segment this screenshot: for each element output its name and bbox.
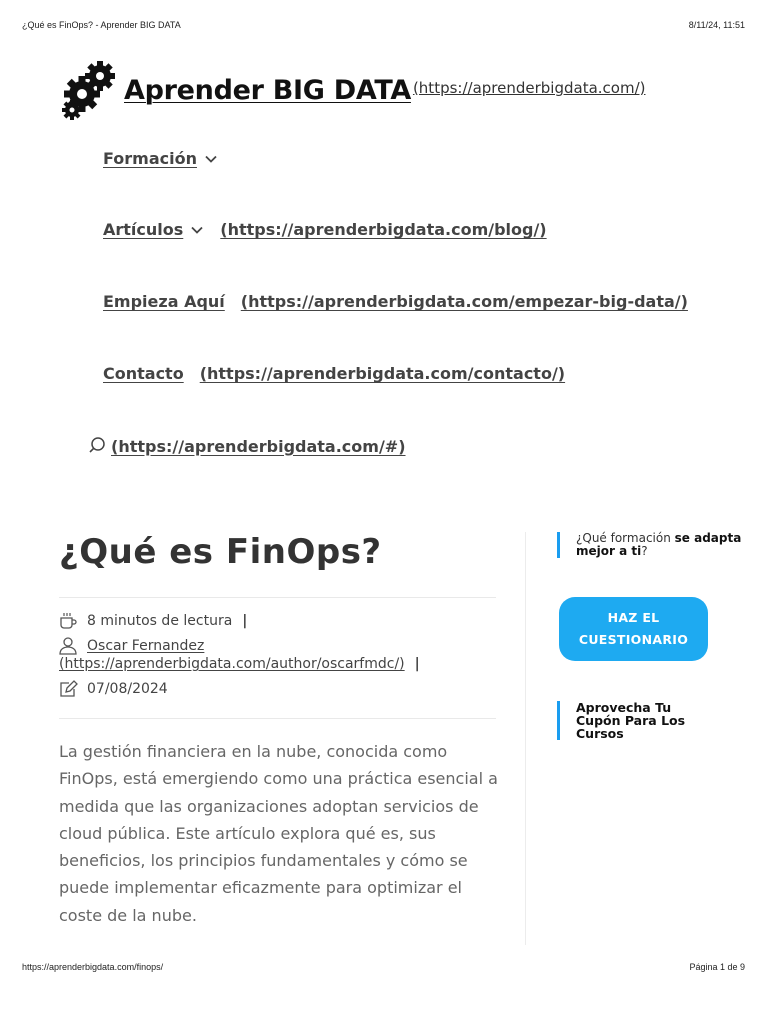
divider	[59, 597, 496, 598]
logo-url[interactable]: (https://aprenderbigdata.com/)	[412, 79, 646, 97]
chevron-down-icon[interactable]	[190, 223, 204, 237]
nav-contacto-label[interactable]: Contacto	[103, 364, 184, 383]
publish-date-text: 07/08/2024	[87, 681, 168, 697]
search-icon[interactable]	[89, 436, 109, 456]
search-url[interactable]: (https://aprenderbigdata.com/#)	[111, 436, 406, 456]
gears-icon	[60, 60, 122, 120]
article-title: ¿Qué es FinOps?	[59, 532, 382, 572]
nav-articulos-url[interactable]: (https://aprenderbigdata.com/blog/)	[220, 220, 547, 239]
nav-item-contacto[interactable]	[103, 364, 565, 383]
nav-formacion-label[interactable]: Formación	[103, 149, 197, 168]
nav-search[interactable]	[89, 436, 406, 456]
meta-separator: |	[242, 613, 248, 629]
author-name[interactable]: Oscar Fernandez	[87, 638, 205, 654]
print-title: ¿Qué es FinOps? - Aprender BIG DATA	[22, 20, 181, 30]
reading-time	[59, 612, 247, 630]
author-row[interactable]	[59, 637, 204, 655]
article-intro: La gestión financiera en la nube, conocida como FinOps, está emergiendo como una práctica esencial a medida que las organizaciones adoptan servicios de cloud pública. Este artículo explora qué es, sus beneficios, los principios fundamentales y cómo se puede implementar eficazmente para optimizar el coste de la nube.	[59, 742, 498, 925]
question-bold: se adapta mejor a ti	[576, 531, 742, 558]
nav-item-formacion[interactable]	[103, 149, 218, 168]
nav-empieza-label[interactable]: Empieza Aquí	[103, 292, 225, 311]
print-header	[22, 20, 745, 30]
print-datetime: 8/11/24, 11:51	[688, 20, 745, 30]
logo-text: Aprender BIG DATA	[124, 74, 411, 106]
divider	[59, 718, 496, 719]
coffee-cup-icon	[59, 612, 79, 630]
reading-time-text: 8 minutos de lectura	[87, 613, 233, 629]
author-url-row[interactable]	[59, 656, 420, 672]
meta-separator: |	[414, 656, 420, 672]
publish-date	[59, 680, 168, 698]
site-logo[interactable]	[60, 60, 645, 120]
nav-item-empieza[interactable]	[103, 292, 688, 311]
quiz-button[interactable]: HAZ EL CUESTIONARIO	[559, 597, 708, 661]
nav-item-articulos[interactable]	[103, 220, 547, 239]
nav-contacto-url[interactable]: (https://aprenderbigdata.com/contacto/)	[199, 364, 566, 383]
page-number: Página 1 de 9	[689, 962, 745, 972]
question-end: ?	[641, 544, 648, 558]
chevron-down-icon[interactable]	[204, 152, 218, 166]
user-icon	[59, 637, 79, 655]
footer-url: https://aprenderbigdata.com/finops/	[22, 962, 164, 972]
sidebar-question	[557, 532, 768, 558]
sidebar-divider	[525, 532, 526, 945]
question-start: ¿Qué formación	[576, 531, 675, 545]
sidebar-promo[interactable]: Aprovecha Tu Cupón Para Los Cursos	[557, 701, 696, 740]
nav-empieza-url[interactable]: (https://aprenderbigdata.com/empezar-big-data/)	[240, 292, 688, 311]
author-url[interactable]: (https://aprenderbigdata.com/author/oscarfmdc/)	[59, 656, 405, 672]
edit-icon	[59, 680, 79, 698]
nav-articulos-label[interactable]: Artículos	[103, 220, 184, 239]
print-footer	[22, 962, 745, 972]
